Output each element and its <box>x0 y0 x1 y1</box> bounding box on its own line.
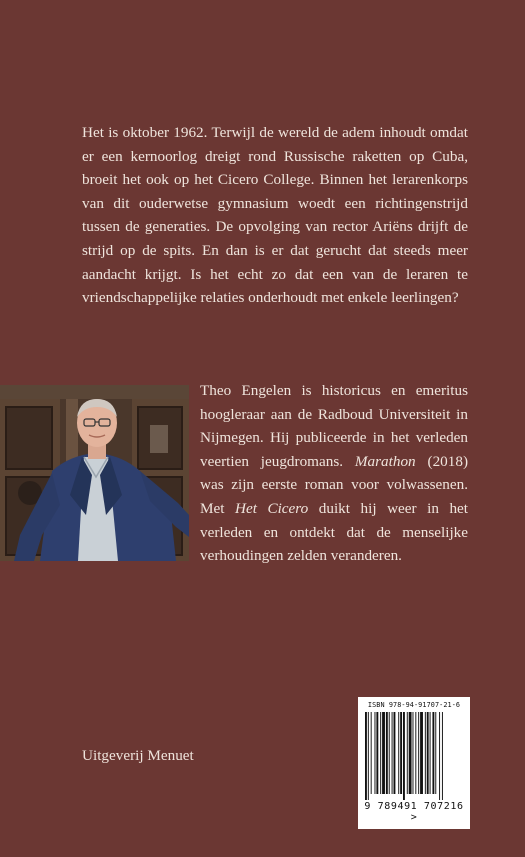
author-photo <box>0 385 189 561</box>
barcode-digits: 9 789491 707216 > <box>364 801 464 823</box>
author-bio <box>200 379 468 568</box>
barcode-bars <box>364 712 464 800</box>
book-title-het-cicero: Het Cicero <box>235 499 309 517</box>
bio-text-1: Theo Engelen is historicus en emeritus hoogleraar aan de Radboud Universiteit in Nijmegen. Hij publiceerde in het verleden veertien jeugdromans. <box>200 382 468 470</box>
isbn-barcode <box>358 697 470 829</box>
isbn-label: ISBN 978-94-91707-21-6 <box>367 701 461 709</box>
back-cover-blurb: Het is oktober 1962. Terwijl de wereld de adem inhoudt omdat er een kernoorlog dreigt rond Russische raketten op Cuba, broeit het ook op het Cicero College. Binnen het lerarenkorps van dit ouderwetse gymnasium woedt een richtingenstrijd tussen de generaties. De opvolging van rector Ariëns drijft de strijd op de spits. En dan is er dat gerucht dat steeds meer aandacht krijgt. Is het echt zo dat een van de leraren te vriendschappelijke relaties onderhoudt met enkele leerlingen? <box>82 124 468 307</box>
book-title-marathon: Marathon <box>354 452 416 470</box>
publisher-name: Uitgeverij Menuet <box>82 747 194 764</box>
bio-text-3: duikt hij weer in het verleden en ontdekt dat de menselijke verhoudingen zelden veranderen. <box>200 499 468 565</box>
bio-text-2: (2018) was zijn eerste roman voor volwassenen. Met <box>200 452 468 517</box>
